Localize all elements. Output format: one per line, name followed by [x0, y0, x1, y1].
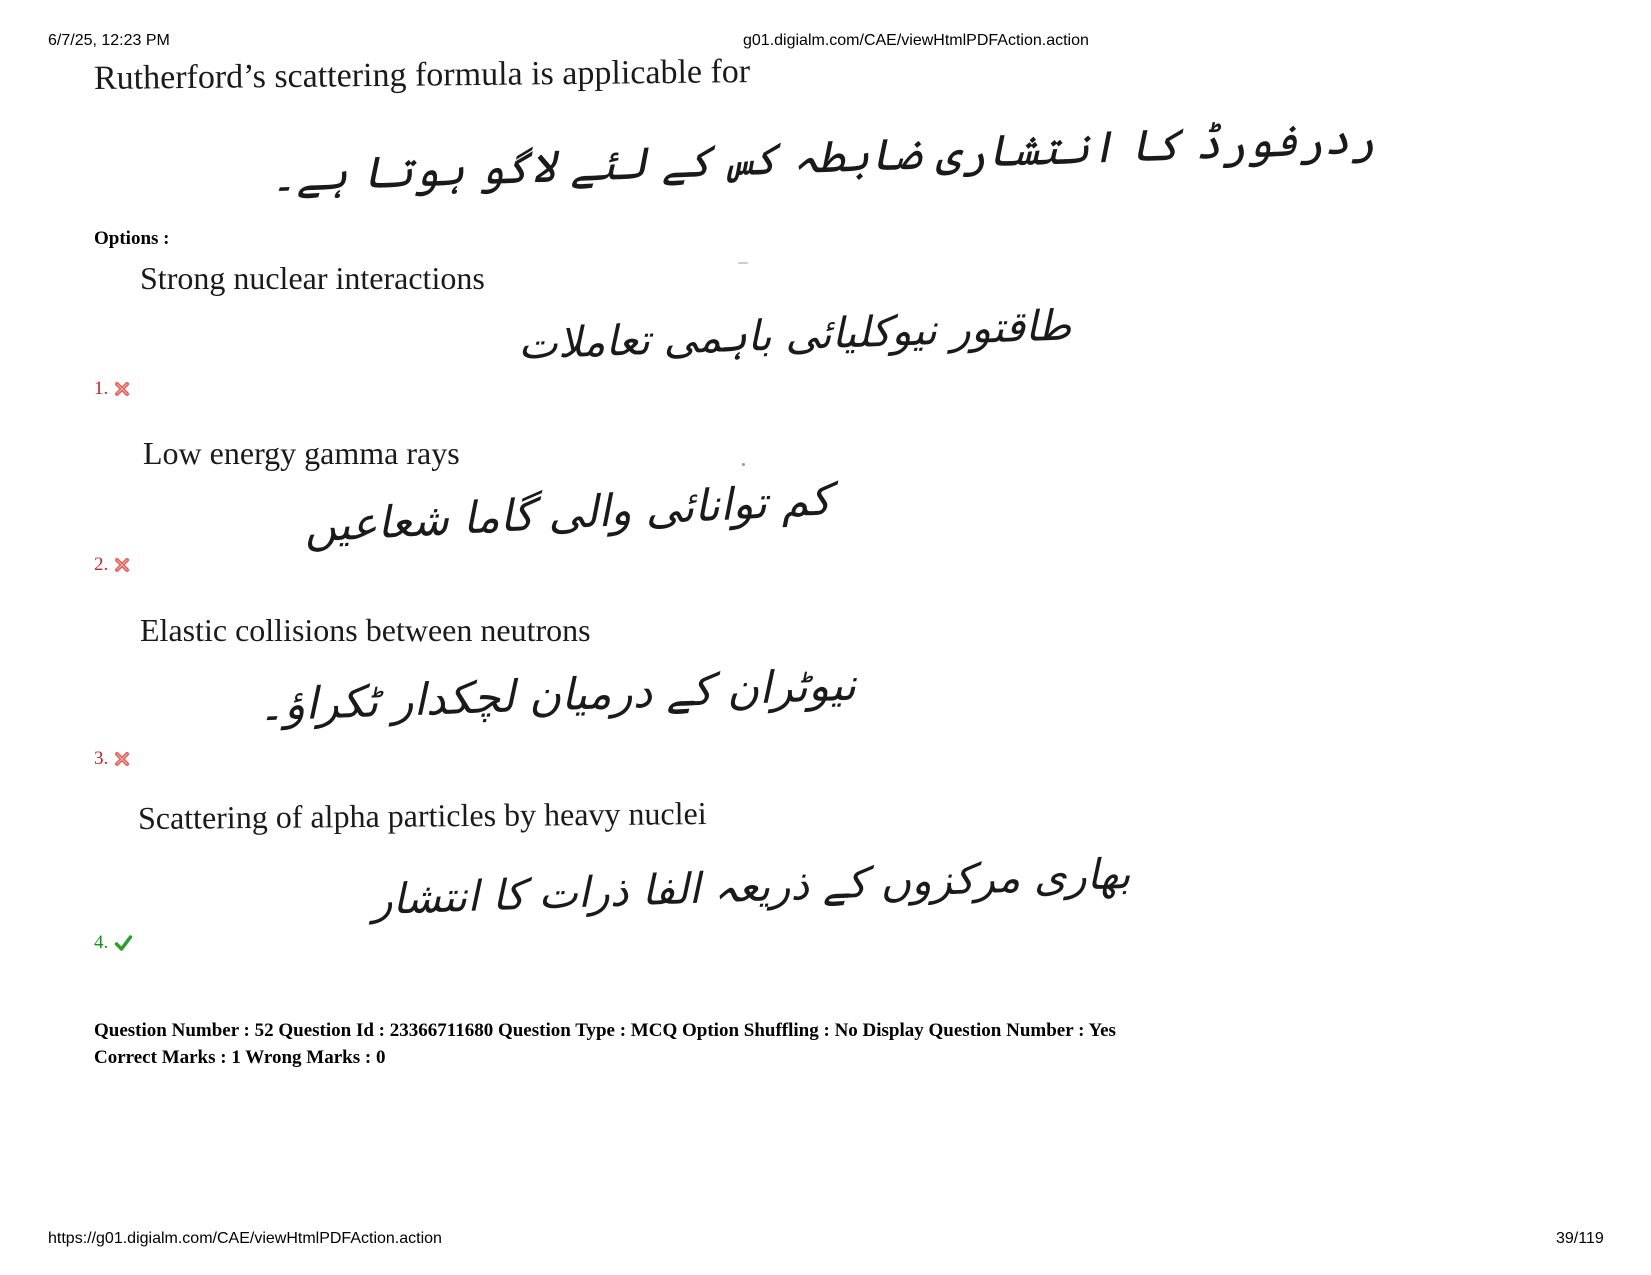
option-3-number: 3.	[94, 748, 109, 769]
option-3-text-urdu: نیوٹران کے درمیان لچکدار ٹکراؤ۔	[257, 659, 857, 732]
print-footer-url: https://g01.digialm.com/CAE/viewHtmlPDFAction.action	[48, 1230, 442, 1247]
cross-icon	[114, 751, 130, 767]
option-2-number: 2.	[94, 554, 109, 575]
marks-info: Correct Marks : 1 Wrong Marks : 0	[94, 1047, 386, 1068]
option-1-number: 1.	[94, 378, 109, 399]
cross-icon	[114, 557, 130, 573]
page-number: 39/119	[1556, 1230, 1604, 1247]
print-header-url: g01.digialm.com/CAE/viewHtmlPDFAction.action	[743, 32, 1089, 49]
option-3-marker	[94, 748, 130, 770]
option-1-marker	[94, 378, 130, 400]
options-label: Options :	[94, 228, 170, 249]
option-1-text-english: Strong nuclear interactions	[140, 260, 485, 296]
option-4-text-urdu: بھاری مرکزوں کے ذریعہ الفا ذرات کا انتشار	[371, 848, 1132, 925]
option-2-text-english: Low energy gamma rays	[143, 435, 460, 471]
option-2-text-urdu: کم توانائی والی گاما شعاعیں	[302, 474, 832, 553]
question-text-urdu: ردرفورڈ کا انتشاری ضابطہ کس کے لئے لاگو ہوتا ہے۔	[269, 112, 1377, 203]
option-4-number: 4.	[94, 932, 109, 953]
question-metadata: Question Number : 52 Question Id : 23366711680 Question Type : MCQ Option Shuffling : No Display Question Number : Yes	[94, 1020, 1116, 1041]
option-1-text-urdu: طاقتور نیوکلیائی باہمی تعاملات	[516, 300, 1072, 369]
scan-speck	[742, 463, 745, 466]
option-3-text-english: Elastic collisions between neutrons	[140, 612, 591, 648]
option-2-marker	[94, 554, 130, 576]
question-text-english: Rutherford’s scattering formula is applicable for	[93, 53, 751, 97]
check-icon	[114, 935, 133, 951]
option-4-marker	[94, 932, 133, 954]
print-datetime: 6/7/25, 12:23 PM	[48, 32, 170, 49]
scan-speck	[738, 262, 748, 264]
option-4-text-english: Scattering of alpha particles by heavy nuclei	[137, 795, 707, 836]
cross-icon	[114, 381, 130, 397]
